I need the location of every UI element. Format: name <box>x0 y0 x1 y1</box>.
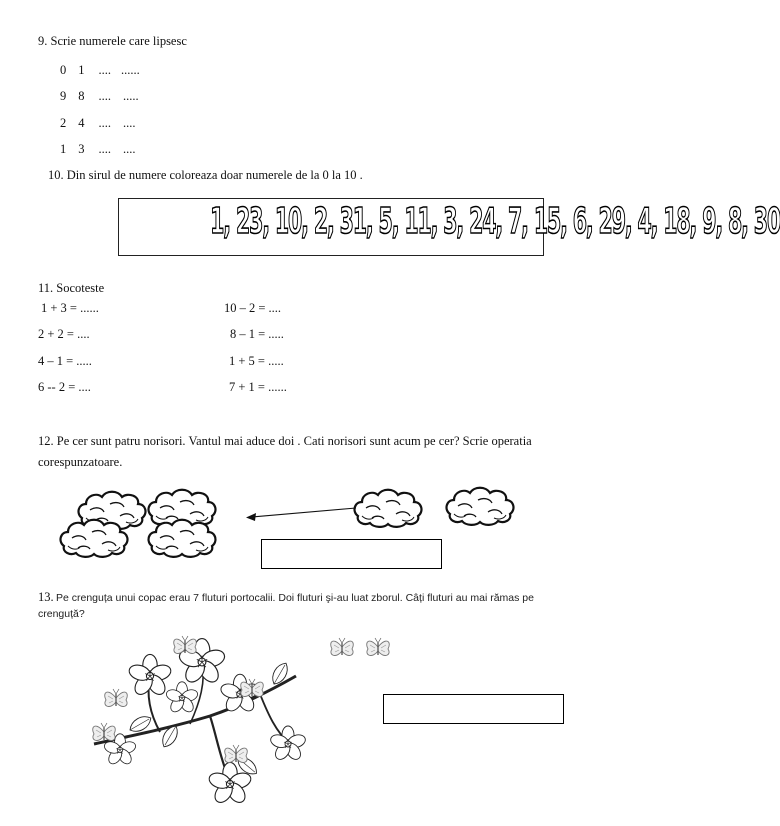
exercise-10-title: 10. Din sirul de numere coloreaza doar numerele de la 0 la 10 . <box>48 168 363 182</box>
butterfly-icon <box>366 635 392 661</box>
number-a: 1 <box>60 142 67 156</box>
exercise-13-line-1: Pe crenguța unui copac erau 7 fluturi portocalii. Doi fluturi şi-au luat zborul. Câți fluturi au mai rămas pe <box>56 592 534 604</box>
butterfly-icon <box>92 720 118 746</box>
flowering-branch-icon <box>90 632 310 802</box>
cloud-icon <box>58 516 130 560</box>
blank-d[interactable]: ..... <box>123 89 139 103</box>
blank-d[interactable]: ...... <box>121 63 140 77</box>
blank-c[interactable]: .... <box>98 89 111 103</box>
butterfly-icon <box>240 676 266 702</box>
blank-c[interactable]: .... <box>98 63 111 77</box>
calc-right-1[interactable]: 10 – 2 = .... <box>224 301 282 315</box>
calc-left-3[interactable]: 4 – 1 = ..... <box>38 354 92 368</box>
number-sequence[interactable]: 1, 23, 10, 2, 31, 5, 11, 3, 24, 7, 15, 6, 29, 4, 18, 9, 8, 30 <box>210 201 780 242</box>
number-row <box>60 142 136 157</box>
number-a: 0 <box>60 63 67 77</box>
cloud-icon <box>444 484 516 528</box>
number-row <box>60 89 139 104</box>
calc-right-4[interactable]: 7 + 1 = ...... <box>229 380 287 394</box>
number-a: 9 <box>60 89 67 103</box>
number-sequence-banner <box>118 198 780 256</box>
number-b: 1 <box>78 63 85 77</box>
answer-box-clouds[interactable] <box>261 539 442 569</box>
arrow-left-icon <box>244 505 364 525</box>
exercise-12-line-1: 12. Pe cer sunt patru norisori. Vantul mai aduce doi . Cati norisori sunt acum pe cer? Scrie operatia <box>38 434 532 448</box>
calc-right-3[interactable]: 1 + 5 = ..... <box>229 354 284 368</box>
exercise-12-line-2: corespunzatoare. <box>38 455 123 469</box>
number-b: 3 <box>78 142 85 156</box>
answer-box-butterflies[interactable] <box>383 694 564 724</box>
exercise-13-number: 13. <box>38 590 54 604</box>
calc-left-4[interactable]: 6 -- 2 = .... <box>38 380 91 394</box>
blank-d[interactable]: .... <box>123 142 136 156</box>
butterfly-icon <box>104 686 130 712</box>
calc-right-2[interactable]: 8 – 1 = ..... <box>230 327 284 341</box>
blank-d[interactable]: .... <box>123 116 136 130</box>
number-a: 2 <box>60 116 67 130</box>
calc-left-2[interactable]: 2 + 2 = .... <box>38 327 90 341</box>
calc-left-1[interactable]: 1 + 3 = ...... <box>41 301 99 315</box>
blank-c[interactable]: .... <box>98 142 111 156</box>
butterfly-icon <box>173 633 199 659</box>
cloud-icon <box>146 516 218 560</box>
number-row <box>60 116 136 131</box>
exercise-13-line-2: crenguță? <box>38 608 85 620</box>
exercise-11-title: 11. Socoteste <box>38 281 105 295</box>
number-b: 4 <box>78 116 85 130</box>
number-b: 8 <box>78 89 85 103</box>
butterfly-icon <box>224 742 250 768</box>
exercise-9-title: 9. Scrie numerele care lipsesc <box>38 34 187 48</box>
blank-c[interactable]: .... <box>98 116 111 130</box>
butterfly-icon <box>330 635 356 661</box>
number-row <box>60 63 140 78</box>
